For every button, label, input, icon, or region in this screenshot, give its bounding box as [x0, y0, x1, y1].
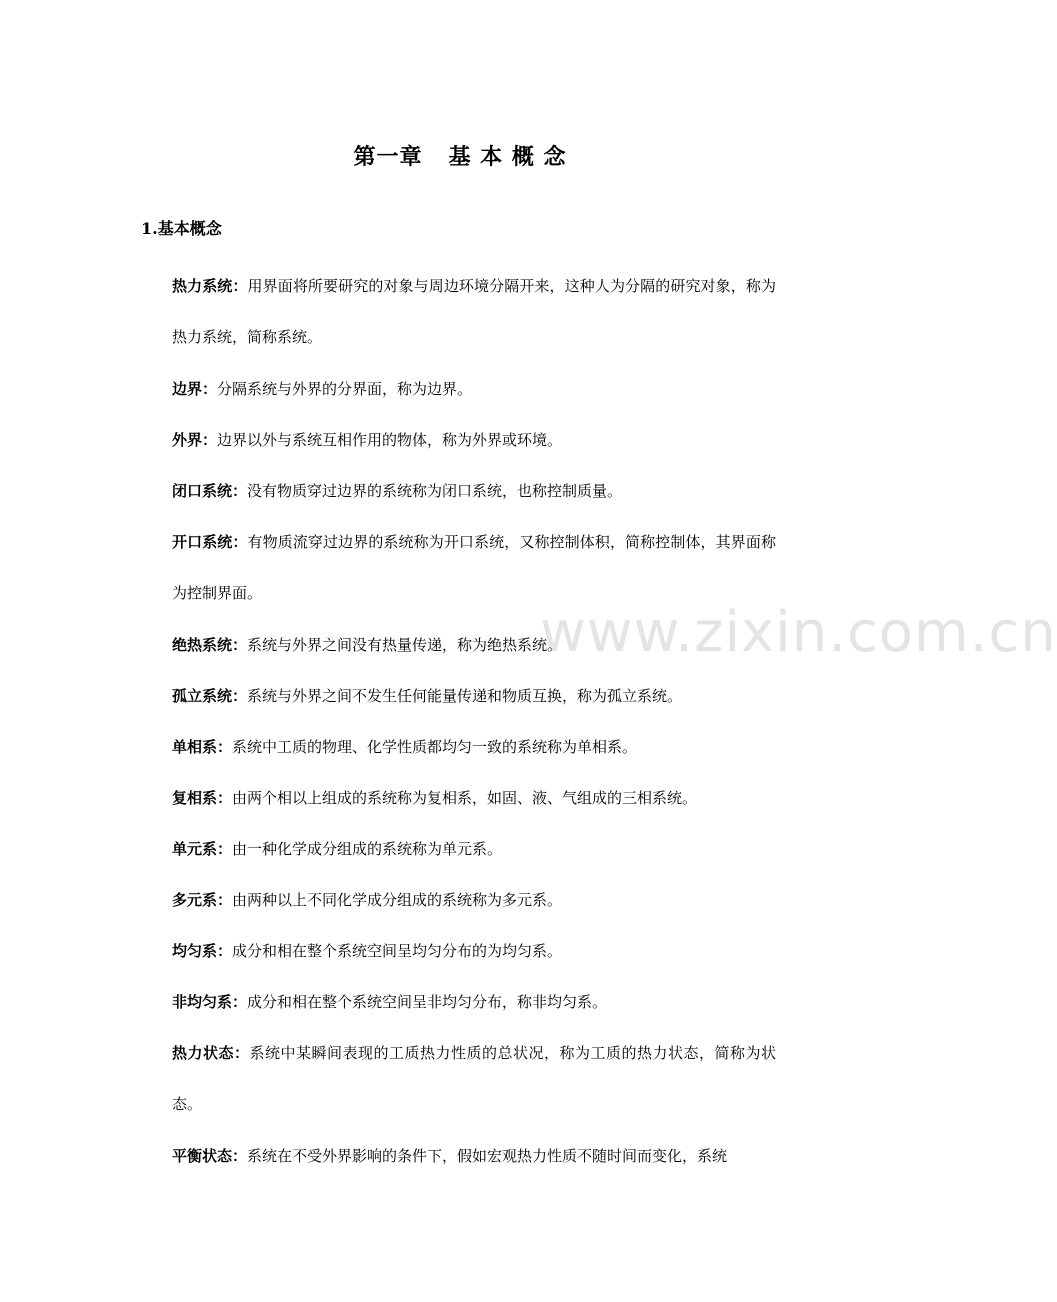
definition-term: 外界: [172, 431, 203, 449]
definition-text: 由两种以上不同化学成分组成的系统称为多元系。: [232, 891, 563, 909]
definition-thermodynamic-state: 热力状态：系统中某瞬间表现的工质热力性质的总状况，称为工质的热力状态，简称为状态。: [172, 1044, 776, 1113]
definition-term: 多元系: [172, 891, 218, 909]
definition-text: 成分和相在整个系统空间呈非均匀分布，称非均匀系。: [247, 993, 608, 1011]
definition-text: 有物质流穿过边界的系统称为开口系统，又称控制体积，简称控制体，其界面称为控制界面。: [172, 533, 776, 602]
chapter-name: 基 本 概 念: [448, 144, 567, 170]
definition-term: 单元系: [172, 840, 218, 858]
definition-term: 单相系: [172, 738, 218, 756]
watermark: www.zixin.com.cn: [540, 600, 1057, 665]
definition-term: 开口系统: [172, 533, 233, 551]
definition-heterogeneous: 非均匀系：成分和相在整个系统空间呈非均匀分布，称非均匀系。: [172, 993, 608, 1011]
definition-term: 闭口系统: [172, 482, 233, 500]
definition-text: 由一种化学成分组成的系统称为单元系。: [232, 840, 503, 858]
definition-equilibrium-state: 平衡状态：系统在不受外界影响的条件下，假如宏观热力性质不随时间而变化，系统: [172, 1147, 728, 1165]
definition-surroundings: 外界：边界以外与系统互相作用的物体，称为外界或环境。: [172, 431, 563, 449]
definition-term: 孤立系统: [172, 687, 233, 705]
definition-term: 热力系统: [172, 277, 233, 295]
definition-text: 系统在不受外界影响的条件下，假如宏观热力性质不随时间而变化，系统: [247, 1147, 728, 1165]
definition-text: 系统与外界之间不发生任何能量传递和物质互换，称为孤立系统。: [247, 687, 683, 705]
definition-term: 平衡状态: [172, 1147, 233, 1165]
definition-closed-system: 闭口系统：没有物质穿过边界的系统称为闭口系统，也称控制质量。: [172, 482, 623, 500]
definition-text: 边界以外与系统互相作用的物体，称为外界或环境。: [217, 431, 563, 449]
section-heading: 1.基本概念: [141, 219, 222, 238]
definition-multi-phase: 复相系：由两个相以上组成的系统称为复相系，如固、液、气组成的三相系统。: [172, 789, 698, 807]
definition-text: 分隔系统与外界的分界面，称为边界。: [217, 380, 473, 398]
definition-text: 由两个相以上组成的系统称为复相系，如固、液、气组成的三相系统。: [232, 789, 698, 807]
definition-term: 复相系: [172, 789, 218, 807]
definition-term: 热力状态: [172, 1044, 234, 1062]
definition-text: 系统中某瞬间表现的工质热力性质的总状况，称为工质的热力状态，简称为状态。: [172, 1044, 776, 1113]
definition-thermal-system: 热力系统：用界面将所要研究的对象与周边环境分隔开来，这种人为分隔的研究对象，称为热力系统，简称系统。: [172, 277, 776, 346]
definitions-list: [172, 275, 776, 1196]
definition-term: 边界: [172, 380, 203, 398]
definition-term: 绝热系统: [172, 636, 233, 654]
definition-text: 系统与外界之间没有热量传递，称为绝热系统。: [247, 636, 563, 654]
definition-term: 非均匀系: [172, 993, 233, 1011]
definition-isolated-system: 孤立系统：系统与外界之间不发生任何能量传递和物质互换，称为孤立系统。: [172, 687, 683, 705]
definition-open-system: 开口系统：有物质流穿过边界的系统称为开口系统，又称控制体积，简称控制体，其界面称为控制界面。: [172, 533, 776, 602]
definition-text: 系统中工质的物理、化学性质都均匀一致的系统称为单相系。: [232, 738, 638, 756]
definition-text: 没有物质穿过边界的系统称为闭口系统，也称控制质量。: [247, 482, 623, 500]
definition-text: 成分和相在整个系统空间呈均匀分布的为均匀系。: [232, 942, 563, 960]
definition-homogeneous: 均匀系：成分和相在整个系统空间呈均匀分布的为均匀系。: [172, 942, 563, 960]
definition-single-phase: 单相系：系统中工质的物理、化学性质都均匀一致的系统称为单相系。: [172, 738, 638, 756]
chapter-number: 第一章: [353, 144, 423, 170]
definition-boundary: 边界：分隔系统与外界的分界面，称为边界。: [172, 380, 473, 398]
definition-adiabatic-system: 绝热系统：系统与外界之间没有热量传递，称为绝热系统。: [172, 636, 563, 654]
chapter-title: [0, 140, 920, 171]
definition-multi-component: 多元系：由两种以上不同化学成分组成的系统称为多元系。: [172, 891, 563, 909]
definition-single-component: 单元系：由一种化学成分组成的系统称为单元系。: [172, 840, 503, 858]
definition-text: 用界面将所要研究的对象与周边环境分隔开来，这种人为分隔的研究对象，称为热力系统，简称系统。: [172, 277, 776, 346]
definition-term: 均匀系: [172, 942, 218, 960]
